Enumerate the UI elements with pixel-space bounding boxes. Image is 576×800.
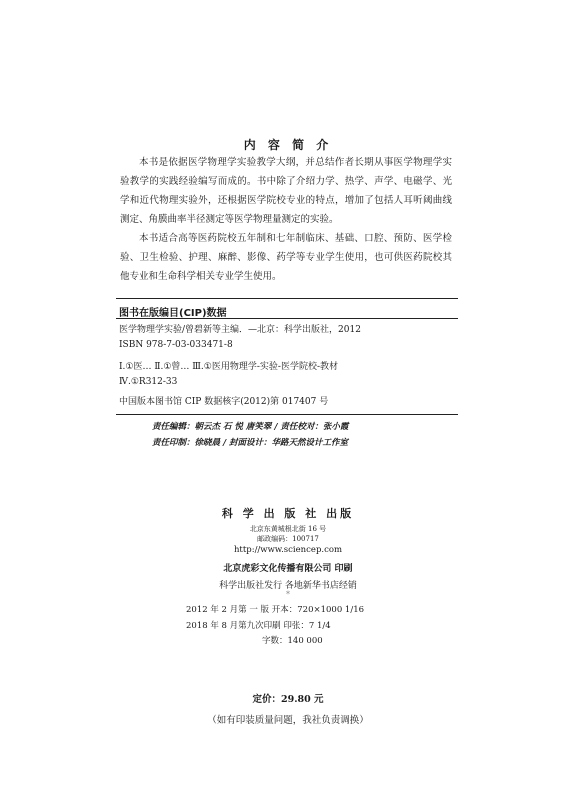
credits-production: 责任印制：徐晓晨 / 封面设计：华路天然设计工作室: [152, 438, 349, 448]
printer-name: 北京虎彩文化传播有限公司 印刷: [223, 564, 353, 574]
divider-cip: [116, 318, 458, 319]
cip-classification: Ⅳ.①R312-33: [119, 377, 178, 387]
divider-credits: [116, 414, 458, 415]
quality-notice: （如有印装质量问题，我社负责调换）: [207, 715, 369, 726]
intro-title: 内 容 简 介: [243, 138, 333, 152]
cip-isbn: ISBN 978-7-03-033471-8: [119, 340, 233, 350]
publisher-url: http://www.sciencep.com: [233, 545, 343, 555]
cip-heading: 图书在版编目(CIP)数据: [119, 308, 227, 319]
edition-first: 2012 年 2 月第 一 版 开本：720×1000 1/16: [186, 605, 365, 615]
distribution-info: 科学出版社发行 各地新华书店经销: [219, 581, 357, 591]
cip-citation: 医学物理学实验/曾碧新等主编．—北京：科学出版社，2012: [119, 325, 361, 335]
cip-number: 中国版本图书馆 CIP 数据核字(2012)第 017407 号: [119, 397, 329, 407]
credits-editors: 责任编辑：朝云杰 石 悦 唐笑翠 / 责任校对：张小霞: [152, 422, 349, 432]
publisher-address: 北京东黄城根北街 16 号: [249, 525, 327, 533]
intro-paragraph-1: 本书是依据医学物理学实验教学大纲，并总结作者长期从事医学物理学实验教学的实践经验编写而成的。书中除了介绍力学、热学、声学、电磁学、光学和近代物理实验外，还根据医学院校专业的特点，增加了包括人耳听阈曲线测定、角膜曲率半径测定等医学物理量测定的实验。: [120, 157, 452, 225]
edition-printing: 2018 年 8 月第九次印刷 印张：7 1/4: [186, 621, 331, 631]
price: 定价：29.80 元: [252, 694, 324, 705]
separator-mark: *: [286, 590, 290, 599]
divider-top: [116, 298, 458, 299]
publisher-name: 科 学 出 版 社 出版: [221, 507, 355, 520]
intro-paragraph-2: 本书适合高等医药院校五年制和七年制临床、基础、口腔、预防、医学检验、卫生检验、护理、麻醉、影像、药学等专业学生使用，也可供医药院校其他专业和生命科学相关专业学生使用。: [120, 233, 452, 282]
cip-subjects: Ⅰ.①医… Ⅱ.①曾… Ⅲ.①医用物理学-实验-医学院校-教材: [119, 362, 338, 372]
publisher-postcode: 邮政编码：100717: [257, 535, 319, 543]
word-count: 字数：140 000: [262, 636, 323, 646]
